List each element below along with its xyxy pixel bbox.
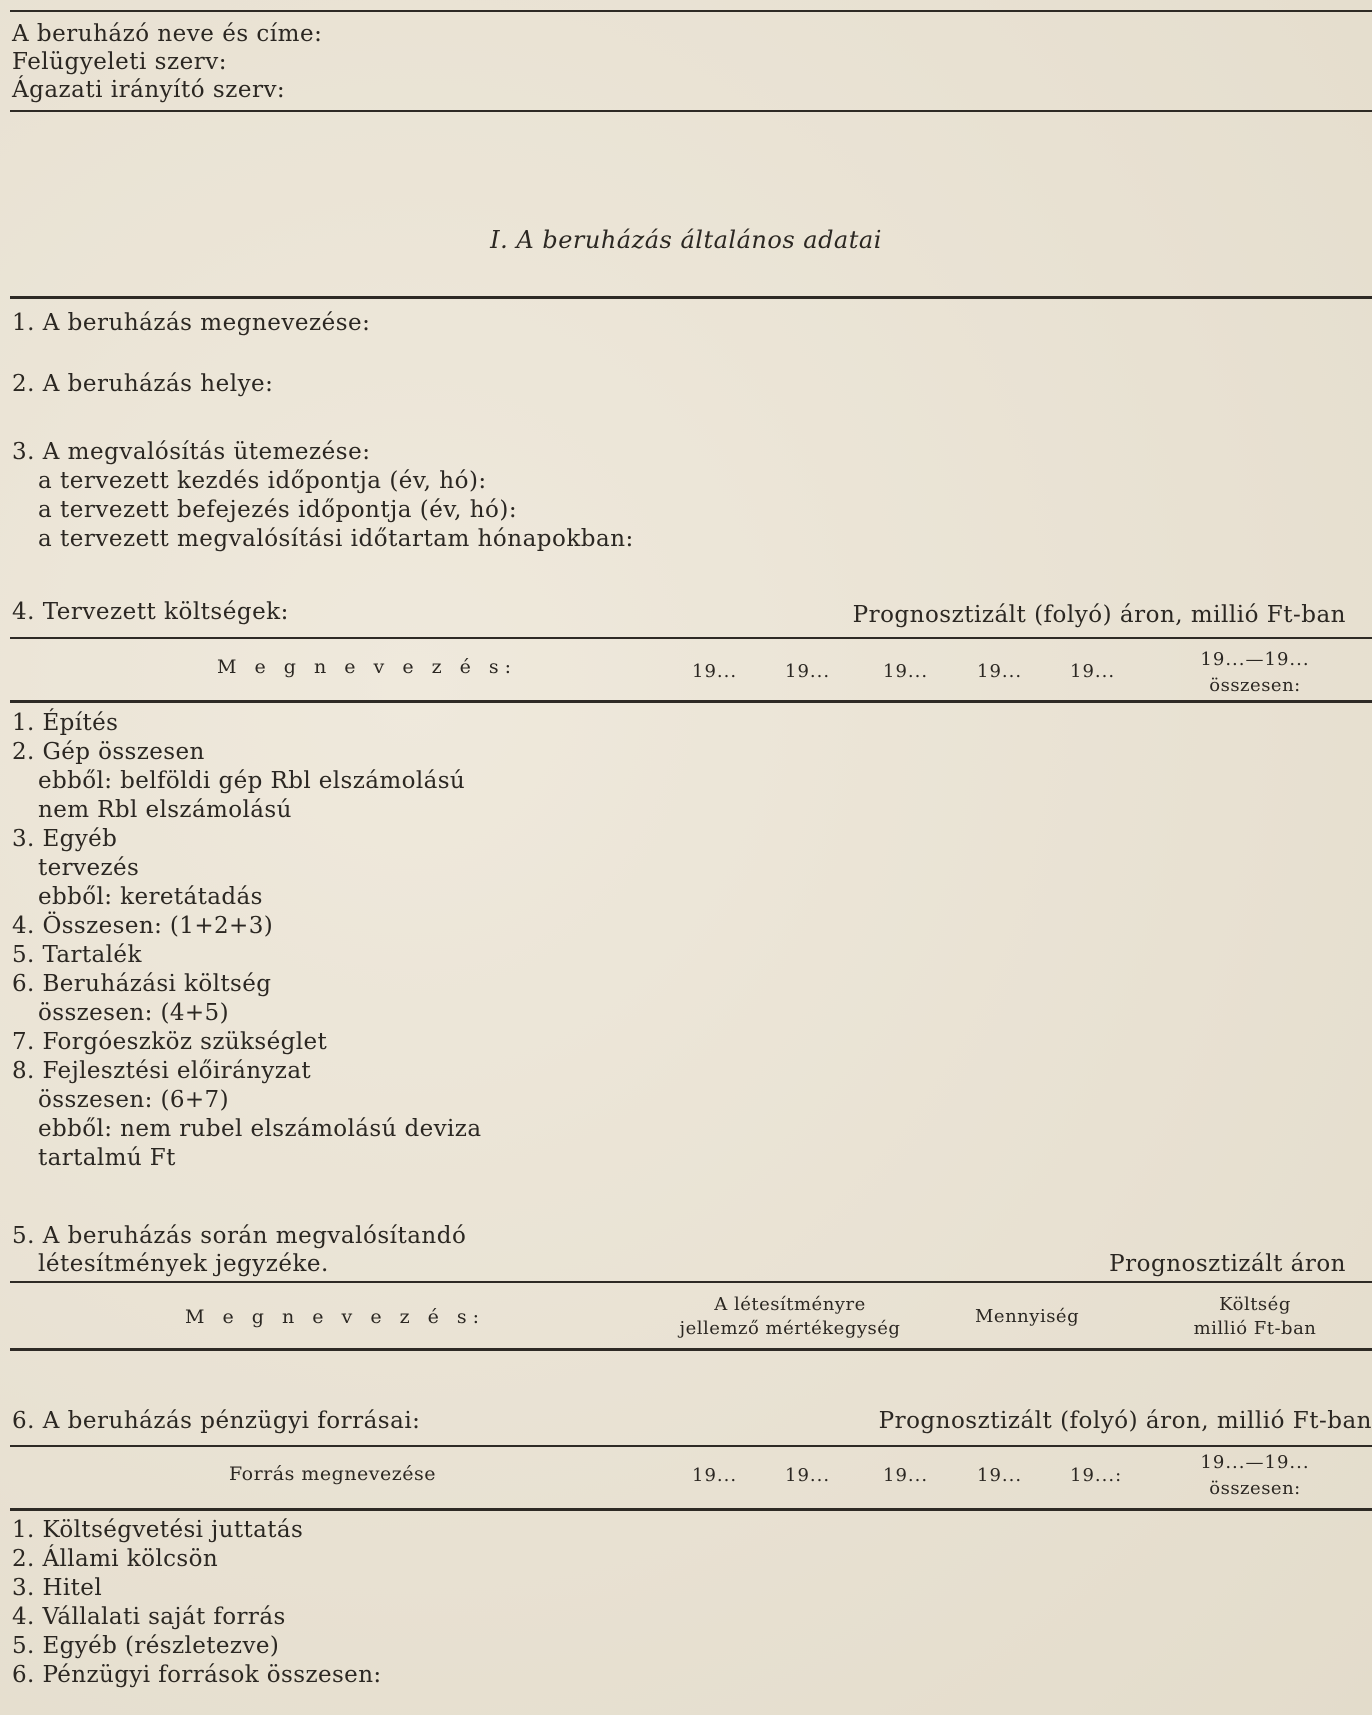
q4-row: 1. Építés <box>12 710 119 736</box>
q4-row: 5. Tartalék <box>12 942 142 968</box>
q4-row: 8. Fejlesztési előirányzat <box>12 1058 312 1084</box>
section-rule <box>10 296 1372 299</box>
q4-row: 6. Beruházási költség <box>12 971 272 997</box>
q4-table-header-rule <box>10 700 1372 703</box>
q3-end-date: a tervezett befejezés időpontja (év, hó): <box>38 497 518 523</box>
q6-total-label: összesen: <box>1209 1478 1301 1499</box>
q5-col-unit-line2: jellemző mértékegység <box>679 1318 901 1339</box>
top-rule <box>10 10 1372 12</box>
q6-table-top-rule <box>10 1445 1372 1447</box>
q5-col-cost-line1: Költség <box>1219 1294 1291 1315</box>
investor-label: A beruházó neve és címe: <box>12 21 323 47</box>
q6-table-header-rule <box>10 1508 1372 1511</box>
q4-col-name: M e g n e v e z é s: <box>217 656 518 678</box>
q4-title: 4. Tervezett költségek: <box>12 599 289 625</box>
q5-col-quantity: Mennyiség <box>975 1306 1080 1327</box>
q4-row: 4. Összesen: (1+2+3) <box>12 913 274 939</box>
q5-col-cost-line2: millió Ft-ban <box>1193 1318 1317 1339</box>
q6-row: 1. Költségvetési juttatás <box>12 1517 304 1543</box>
q6-row: 3. Hitel <box>12 1575 103 1601</box>
q6-year-2: 19... <box>785 1465 831 1486</box>
q1-label: 1. A beruházás megnevezése: <box>12 310 371 336</box>
q4-price-note: Prognosztizált (folyó) áron, millió Ft-ban <box>852 602 1346 628</box>
q4-row: nem Rbl elszámolású <box>38 797 292 823</box>
q6-year-3: 19... <box>883 1465 929 1486</box>
section-title: I. A beruházás általános adatai <box>490 226 882 254</box>
q6-title: 6. A beruházás pénzügyi forrásai: <box>12 1408 421 1434</box>
q4-total-range: 19...—19... <box>1200 649 1310 670</box>
q6-price-note: Prognosztizált (folyó) áron, millió Ft-ban <box>878 1408 1372 1434</box>
sector-label: Ágazati irányító szerv: <box>12 77 286 103</box>
q6-row: 2. Állami kölcsön <box>12 1546 219 1572</box>
q3-start-date: a tervezett kezdés időpontja (év, hó): <box>38 468 487 494</box>
q4-row: ebből: keretátadás <box>38 884 263 910</box>
q4-row: tartalmú Ft <box>38 1145 176 1171</box>
q5-title-line1: 5. A beruházás során megvalósítandó <box>12 1223 467 1249</box>
q6-row: 4. Vállalati saját forrás <box>12 1604 286 1630</box>
q5-title-line2: létesítmények jegyzéke. <box>38 1251 329 1277</box>
q4-row: ebből: nem rubel elszámolású deviza <box>38 1116 482 1142</box>
q5-table-top-rule <box>10 1281 1372 1283</box>
q4-year-2: 19... <box>785 661 831 682</box>
q5-table-header-rule <box>10 1348 1372 1351</box>
q5-col-unit-line1: A létesítményre <box>714 1294 866 1315</box>
q4-cost-rows <box>12 709 481 1173</box>
q4-year-4: 19... <box>977 661 1023 682</box>
q4-row: 3. Egyéb <box>12 826 118 852</box>
q4-total-label: összesen: <box>1209 675 1301 696</box>
q6-year-5: 19...: <box>1070 1465 1123 1486</box>
q4-row: tervezés <box>38 855 140 881</box>
q4-row: összesen: (4+5) <box>38 1000 229 1026</box>
q4-row: ebből: belföldi gép Rbl elszámolású <box>38 768 466 794</box>
q3-duration: a tervezett megvalósítási időtartam hónapokban: <box>38 526 634 552</box>
q2-label: 2. A beruházás helye: <box>12 371 274 397</box>
q6-year-4: 19... <box>977 1465 1023 1486</box>
q4-year-3: 19... <box>883 661 929 682</box>
q3-title: 3. A megvalósítás ütemezése: <box>12 439 371 465</box>
q4-year-1: 19... <box>692 661 738 682</box>
q6-source-rows <box>12 1516 382 1690</box>
q4-row: 2. Gép összesen <box>12 739 205 765</box>
q5-col-name: M e g n e v e z é s: <box>185 1306 486 1328</box>
q6-total-range: 19...—19... <box>1200 1452 1310 1473</box>
q6-col-name: Forrás megnevezése <box>229 1463 436 1485</box>
q6-row: 5. Egyéb (részletezve) <box>12 1633 280 1659</box>
q4-row: 7. Forgóeszköz szükséglet <box>12 1029 328 1055</box>
q4-row: összesen: (6+7) <box>38 1087 229 1113</box>
header-rule <box>10 110 1372 112</box>
q6-row: 6. Pénzügyi források összesen: <box>12 1662 382 1688</box>
q4-table-top-rule <box>10 637 1372 639</box>
q5-price-note: Prognosztizált áron <box>1109 1251 1346 1277</box>
q4-year-5: 19... <box>1070 661 1116 682</box>
supervisor-label: Felügyeleti szerv: <box>12 49 227 75</box>
q6-year-1: 19... <box>692 1465 738 1486</box>
